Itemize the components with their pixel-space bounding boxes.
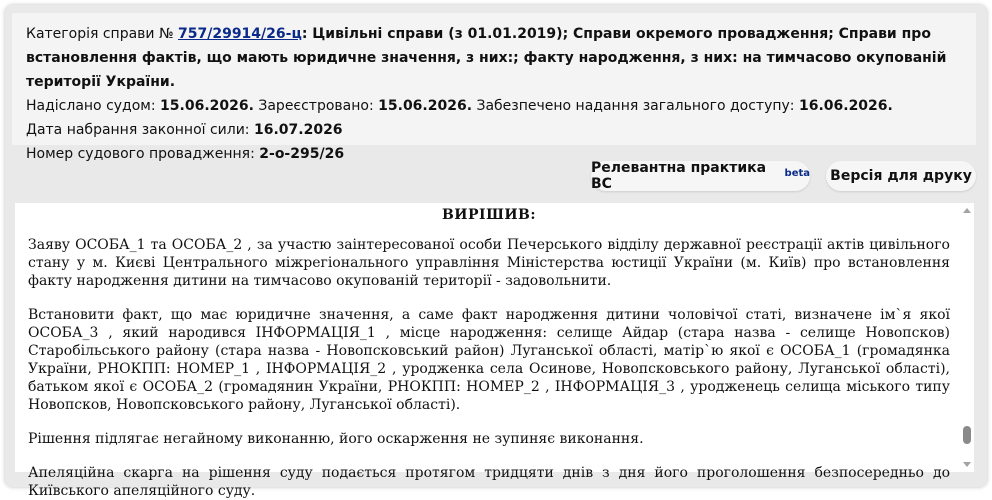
scroll-up-arrow-icon[interactable] [963, 208, 971, 213]
force-line [26, 118, 966, 142]
case-category [26, 22, 966, 94]
print-version-label: Версія для друку [830, 168, 972, 184]
sent-date: 15.06.2026. [160, 98, 254, 114]
dates-line [26, 94, 966, 118]
case-header [12, 13, 976, 162]
document-paragraph: Апеляційна скарга на рішення суду подається протягом тридцяти днів з дня його проголошення безпосередньо до Київського апеляційного суду. [28, 465, 950, 499]
document-text[interactable] [15, 203, 960, 499]
document-paragraph: Рішення підлягає негайному виконанню, його оскарження не зупиняє виконання. [28, 431, 644, 447]
category-label: Категорія справи № [26, 26, 174, 42]
proceeding-line [26, 142, 966, 166]
proceeding-number: 2-о-295/26 [259, 146, 345, 162]
force-label: Дата набрання законної сили: [26, 122, 250, 138]
case-number-link[interactable]: 757/29914/26-ц [178, 26, 302, 42]
document-scrollbar[interactable] [960, 203, 974, 472]
scroll-thumb[interactable] [963, 426, 971, 444]
access-date: 16.06.2026. [798, 98, 893, 114]
beta-badge: beta [784, 167, 810, 179]
decision-title: ВИРІШИВ: [441, 207, 537, 223]
category-text: : Цивільні справи (з 01.01.2019); Справи окремого провадження; Справи про встановлення фактів, що мають юридичне значення, з них:; факту народження, з них: на тимчасово окупованій території України. [26, 26, 947, 90]
access-label: Забезпечено надання загального доступу: [476, 98, 795, 114]
proceeding-label: Номер судового провадження: [26, 146, 255, 162]
relevant-practice-label: Релевантна практика ВС [591, 160, 767, 192]
relevant-practice-button[interactable] [591, 161, 810, 191]
force-date: 16.07.2026 [253, 122, 343, 138]
registered-label: Зареєстровано: [258, 98, 374, 114]
print-version-button[interactable] [826, 161, 976, 191]
sent-label: Надіслано судом: [26, 98, 156, 114]
registered-date: 15.06.2026. [378, 98, 473, 114]
document-paragraph: Встановити факт, що має юридичне значення, а саме факт народження дитини чоловічої статі, визначене ім`я якої ОСОБА_3 , який народився ІНФОРМАЦІЯ_1 , місце народження: селище Айдар (стара назва - селище Новопсков) Старобільського району (стара назва - Новопсковський район) Луганської області, матір`ю якої є ОСОБА_1 (громадянка України, РНОКПП: НОМЕР_1 , ІНФОРМАЦІЯ_2 , уродженка села Осинове, Новопсковського району, Луганської області), батьком якої є ОСОБА_2 (громадянин України, РНОКПП: НОМЕР_2 , ІНФОРМАЦІЯ_3 , уродженець селища міського типу Новопсков, Новопсковського району, Луганської області). [28, 307, 950, 413]
scroll-down-arrow-icon[interactable] [963, 462, 971, 467]
document-paragraph: Заяву ОСОБА_1 та ОСОБА_2 , за участю заінтересованої особи Печерського відділу державної реєстрації актів цивільного стану у м. Києві Центрального міжрегіонального управління Міністерства юстиції України (м. Київ) про встановлення факту народження дитини на тимчасово окупованій території - задовольнити. [28, 237, 950, 289]
